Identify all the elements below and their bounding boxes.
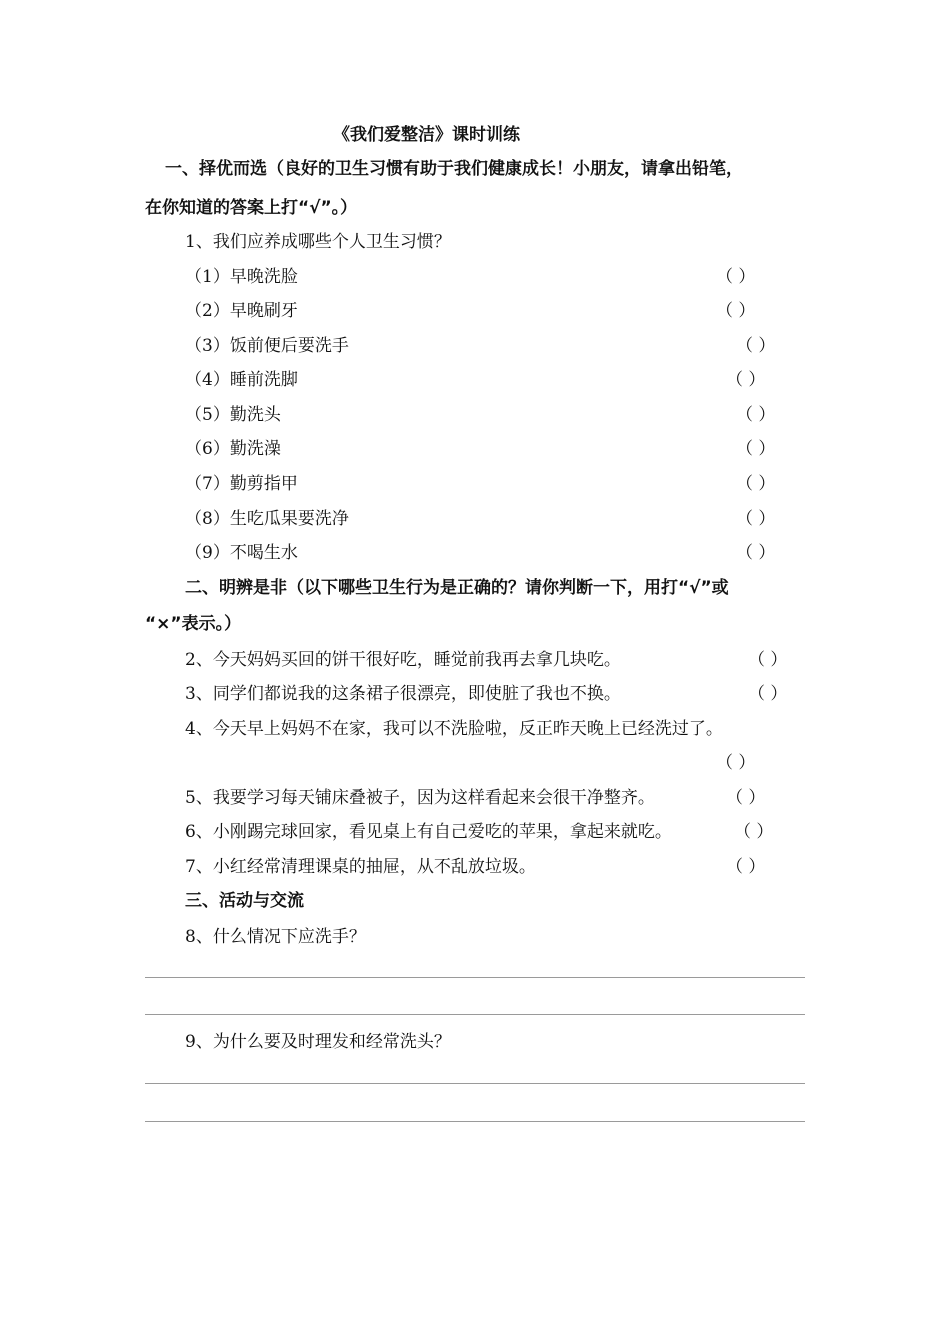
habit-item-4: （4）睡前洗脚 xyxy=(185,370,298,390)
answer-blank-9[interactable]: （ ） xyxy=(736,543,776,563)
judge-item-2: 2、今天妈妈买回的饼干很好吃，睡觉前我再去拿几块吃。 xyxy=(185,650,621,670)
habit-item-5: （5）勤洗头 xyxy=(185,405,281,425)
answer-line-9a[interactable] xyxy=(145,1083,805,1084)
judge-item-6: 6、小刚踢完球回家，看见桌上有自己爱吃的苹果，拿起来就吃。 xyxy=(185,822,672,842)
habit-item-8: （8）生吃瓜果要洗净 xyxy=(185,509,349,529)
answer-blank-2[interactable]: （ ） xyxy=(716,301,756,321)
answer-blank-3[interactable]: （ ） xyxy=(736,336,776,356)
section2-heading-cont: “×”表示。） xyxy=(145,614,242,634)
section3-heading: 三、活动与交流 xyxy=(185,891,304,911)
answer-line-8b[interactable] xyxy=(145,1014,805,1015)
judge-blank-7[interactable]: （ ） xyxy=(726,857,766,877)
question-8: 8、什么情况下应洗手？ xyxy=(185,927,366,947)
judge-item-3: 3、同学们都说我的这条裙子很漂亮，即使脏了我也不换。 xyxy=(185,684,621,704)
question-1: 1、我们应养成哪些个人卫生习惯？ xyxy=(185,232,451,252)
section1-heading-cont: 在你知道的答案上打“√”。） xyxy=(145,198,358,218)
answer-blank-6[interactable]: （ ） xyxy=(736,439,776,459)
habit-item-6: （6）勤洗澡 xyxy=(185,439,281,459)
answer-blank-1[interactable]: （ ） xyxy=(716,267,756,287)
answer-blank-7[interactable]: （ ） xyxy=(736,474,776,494)
answer-blank-8[interactable]: （ ） xyxy=(736,509,776,529)
answer-blank-4[interactable]: （ ） xyxy=(726,370,766,390)
section1-heading: 一、择优而选（良好的卫生习惯有助于我们健康成长！小朋友，请拿出铅笔， xyxy=(165,159,743,179)
judge-blank-2[interactable]: （ ） xyxy=(748,650,788,670)
habit-item-7: （7）勤剪指甲 xyxy=(185,474,298,494)
answer-blank-5[interactable]: （ ） xyxy=(736,405,776,425)
habit-item-2: （2）早晚刷牙 xyxy=(185,301,298,321)
question-9: 9、为什么要及时理发和经常洗头？ xyxy=(185,1032,451,1052)
judge-blank-3[interactable]: （ ） xyxy=(748,684,788,704)
section2-heading: 二、明辨是非（以下哪些卫生行为是正确的？请你判断一下，用打“√”或 xyxy=(185,578,729,598)
judge-item-4: 4、今天早上妈妈不在家，我可以不洗脸啦，反正昨天晚上已经洗过了。 xyxy=(185,719,723,739)
answer-line-9b[interactable] xyxy=(145,1121,805,1122)
judge-blank-5[interactable]: （ ） xyxy=(726,788,766,808)
habit-item-1: （1）早晚洗脸 xyxy=(185,267,298,287)
worksheet-title: 《我们爱整洁》课时训练 xyxy=(333,125,520,145)
answer-line-8a[interactable] xyxy=(145,977,805,978)
habit-item-3: （3）饭前便后要洗手 xyxy=(185,336,349,356)
habit-item-9: （9）不喝生水 xyxy=(185,543,298,563)
judge-item-7: 7、小红经常清理课桌的抽屉，从不乱放垃圾。 xyxy=(185,857,536,877)
judge-item-5: 5、我要学习每天铺床叠被子，因为这样看起来会很干净整齐。 xyxy=(185,788,655,808)
judge-blank-4[interactable]: （ ） xyxy=(716,753,756,773)
judge-blank-6[interactable]: （ ） xyxy=(734,822,774,842)
